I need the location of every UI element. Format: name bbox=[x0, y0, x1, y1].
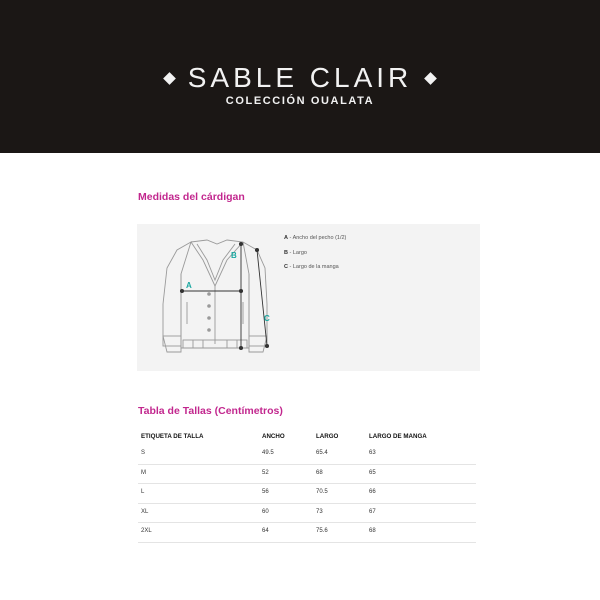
label-b: B bbox=[231, 251, 237, 260]
table-cell: 67 bbox=[369, 508, 376, 515]
measurement-legend bbox=[284, 234, 346, 278]
table-cell: 70.5 bbox=[316, 489, 328, 495]
table-row bbox=[138, 445, 476, 465]
table-cell: 68 bbox=[369, 528, 376, 534]
brand-name: SABLE CLAIR bbox=[187, 62, 413, 93]
column-header: ETIQUETA DE TALLA bbox=[141, 433, 204, 440]
table-row bbox=[138, 523, 476, 543]
legend-key: A bbox=[284, 235, 288, 241]
diamond-left-icon bbox=[163, 72, 176, 85]
table-cell: 65.4 bbox=[316, 450, 328, 456]
table-cell: 63 bbox=[369, 450, 376, 456]
table-cell: 66 bbox=[369, 489, 376, 495]
label-c: C bbox=[264, 314, 270, 323]
table-cell: M bbox=[141, 469, 146, 476]
cardigan-diagram-panel bbox=[137, 224, 480, 371]
measurements-title: Medidas del cárdigan bbox=[138, 191, 245, 203]
size-table bbox=[138, 429, 476, 543]
diamond-right-icon bbox=[424, 72, 437, 85]
table-cell: L bbox=[141, 489, 145, 495]
legend-text: - Ancho del pecho (1/2) bbox=[287, 235, 347, 241]
table-cell: 2XL bbox=[141, 528, 152, 534]
table-cell: 68 bbox=[316, 469, 323, 476]
table-cell: S bbox=[141, 450, 146, 456]
column-header: LARGO DE MANGA bbox=[369, 433, 427, 440]
column-header: LARGO bbox=[316, 433, 339, 440]
legend-item-c bbox=[284, 263, 346, 278]
cardigan-outline-icon bbox=[163, 240, 267, 352]
legend-text: - Largo bbox=[287, 249, 307, 256]
table-header-row bbox=[138, 429, 476, 445]
table-cell: 56 bbox=[262, 489, 269, 495]
table-cell: 73 bbox=[316, 508, 323, 515]
table-row bbox=[138, 484, 476, 504]
brand-row bbox=[0, 61, 600, 95]
table-cell: XL bbox=[141, 508, 149, 515]
table-cell: 65 bbox=[369, 469, 376, 476]
table-row bbox=[138, 504, 476, 524]
collection-subtitle: COLECCIÓN OUALATA bbox=[225, 95, 375, 107]
size-table-title: Tabla de Tallas (Centímetros) bbox=[138, 405, 283, 417]
table-cell: 64 bbox=[262, 528, 269, 534]
legend-item-a bbox=[284, 234, 346, 249]
table-cell: 52 bbox=[262, 469, 269, 476]
table-cell: 60 bbox=[262, 508, 269, 515]
legend-item-b bbox=[284, 249, 346, 264]
table-cell: 75.6 bbox=[316, 528, 328, 534]
label-a: A bbox=[186, 281, 192, 290]
column-header: ANCHO bbox=[262, 433, 285, 440]
table-row bbox=[138, 465, 476, 485]
brand-header bbox=[0, 0, 600, 153]
legend-key: B bbox=[284, 249, 288, 256]
buttons-icon bbox=[207, 292, 211, 332]
table-cell: 49.5 bbox=[262, 450, 274, 456]
legend-key: C bbox=[284, 264, 288, 270]
legend-text: - Largo de la manga bbox=[287, 264, 339, 270]
